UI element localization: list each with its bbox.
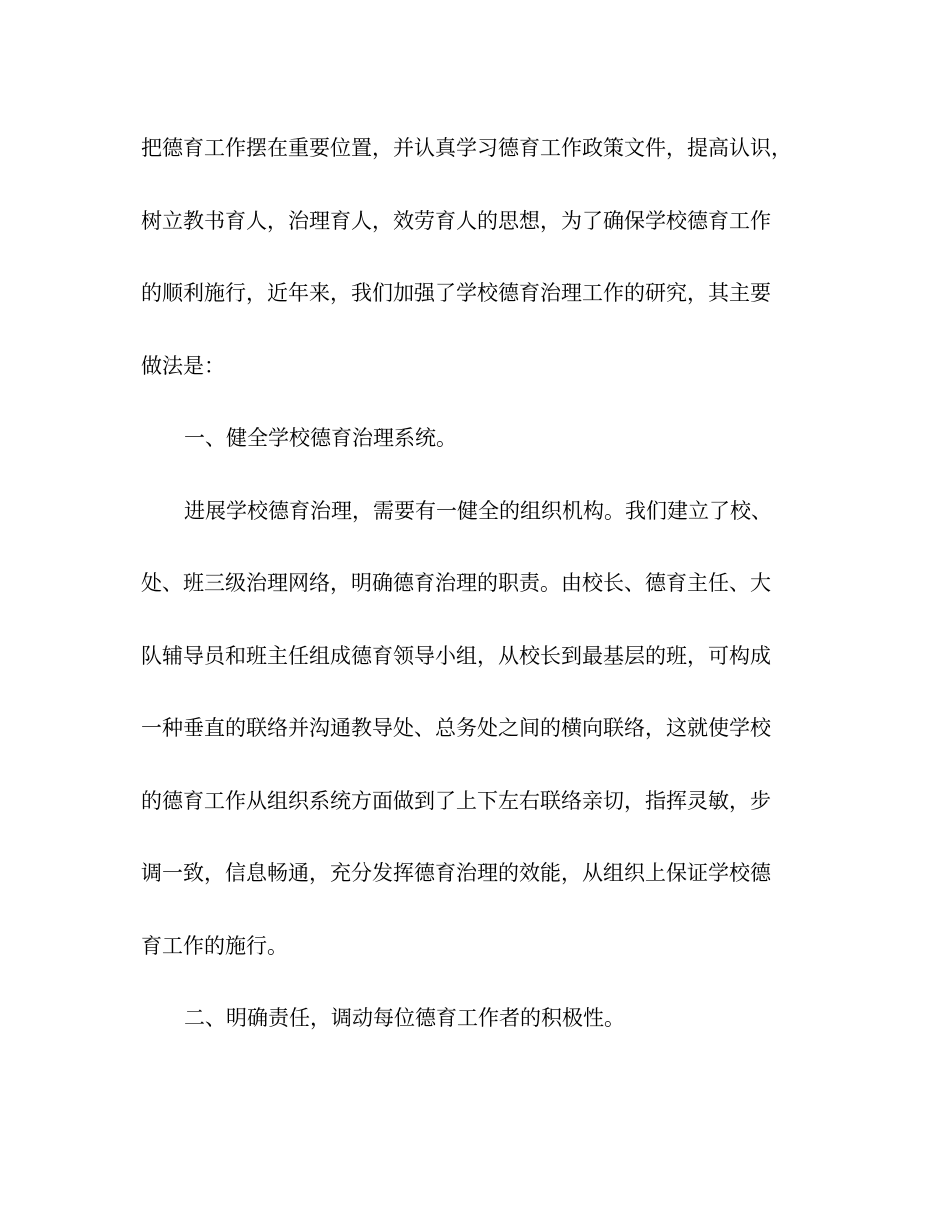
text-line: 育工作的施行。 xyxy=(141,933,288,958)
heading-text: 一、健全学校德育治理系统。 xyxy=(184,426,457,450)
text-line: 队辅导员和班主任组成德育领导小组，从校长到最基层的班，可构成 xyxy=(141,643,771,668)
paragraph-section-1 xyxy=(141,475,811,983)
document-body xyxy=(141,112,811,1055)
text-line: 做法是： xyxy=(141,353,225,378)
text-line: 进展学校德育治理，需要有一健全的组织机构。我们建立了校、 xyxy=(184,498,772,523)
text-line: 处、班三级治理网络，明确德育治理的职责。由校长、德育主任、大 xyxy=(141,571,771,595)
text-line: 一种垂直的联络并沟通教导处、总务处之间的横向联络，这就使学校 xyxy=(141,716,771,740)
heading-text: 二、明确责任，调动每位德育工作者的积极性。 xyxy=(184,1006,625,1030)
section-heading-1 xyxy=(141,402,811,475)
text-line: 调一致，信息畅通，充分发挥德育治理的效能，从组织上保证学校德 xyxy=(141,861,771,885)
text-line: 的顺利施行，近年来，我们加强了学校德育治理工作的研究，其主要 xyxy=(141,281,771,305)
section-heading-2 xyxy=(141,982,811,1055)
paragraph-intro xyxy=(141,112,811,402)
text-line: 把德育工作摆在重要位置，并认真学习德育工作政策文件，提高认识， xyxy=(141,136,792,160)
text-line: 树立教书育人，治理育人，效劳育人的思想，为了确保学校德育工作 xyxy=(141,208,771,233)
text-line: 的德育工作从组织系统方面做到了上下左右联络亲切，指挥灵敏，步 xyxy=(141,788,771,813)
